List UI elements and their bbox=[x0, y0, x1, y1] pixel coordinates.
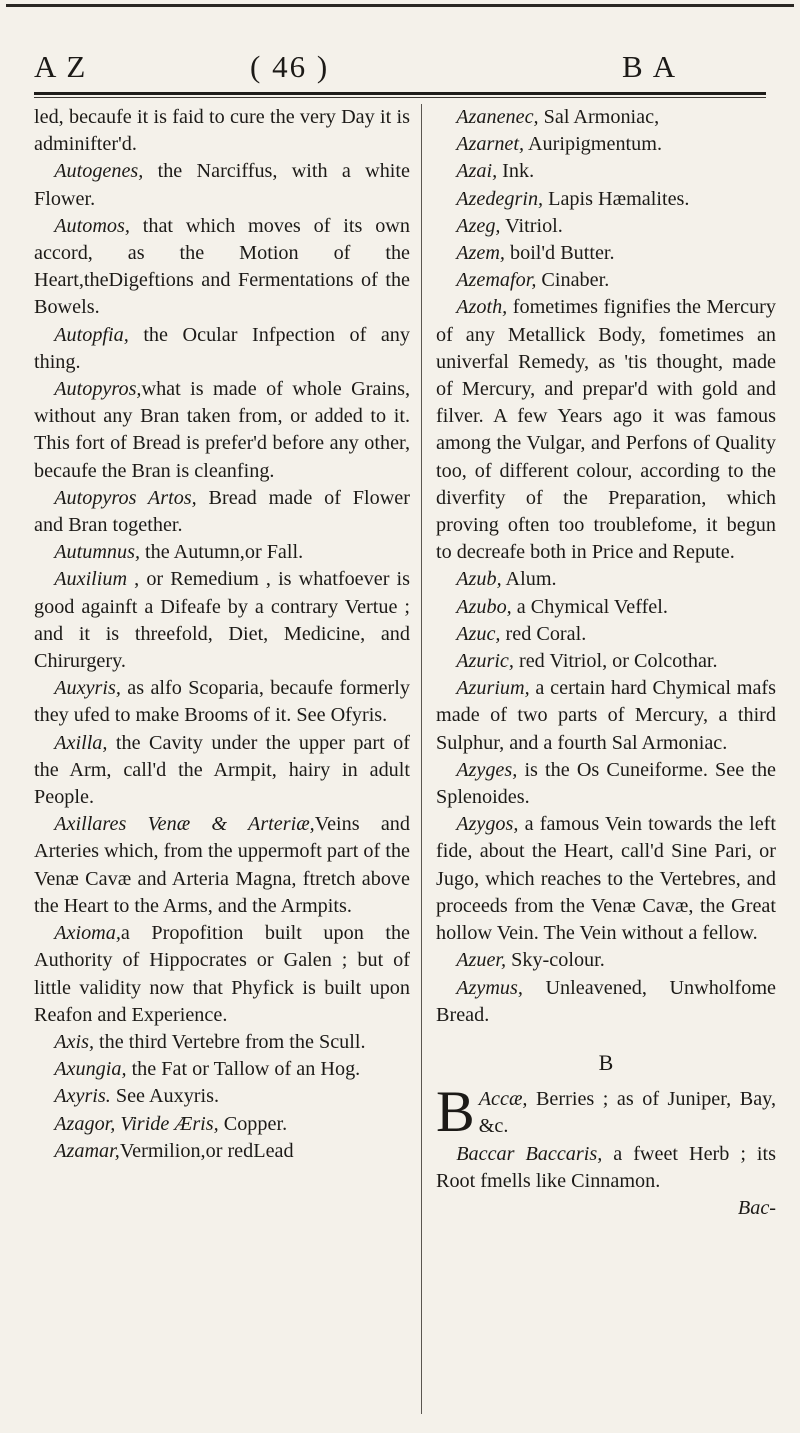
entry-definition: Copper. bbox=[218, 1112, 288, 1135]
dictionary-entry bbox=[436, 566, 776, 593]
header-left: A Z bbox=[34, 49, 88, 84]
dictionary-entry bbox=[436, 648, 776, 675]
dictionary-entry bbox=[34, 158, 410, 212]
dictionary-entry bbox=[436, 675, 776, 757]
column-separator bbox=[421, 104, 422, 1414]
entry-definition: the Narciffus, with a white Flower. bbox=[34, 160, 410, 210]
dictionary-entry bbox=[34, 322, 410, 376]
dictionary-entry bbox=[436, 104, 776, 131]
entry-definition: Alum. bbox=[501, 568, 557, 591]
entry-headword: Axilla, bbox=[54, 731, 108, 754]
entry-headword: Axillares Venæ & Arteriæ, bbox=[54, 813, 315, 836]
dictionary-entry bbox=[34, 1111, 410, 1138]
entry-definition: red Coral. bbox=[500, 622, 587, 645]
header-rule bbox=[34, 92, 766, 95]
entry-headword: Azubo, bbox=[456, 595, 512, 618]
dictionary-entry bbox=[34, 376, 410, 485]
right-column bbox=[436, 104, 776, 1222]
header-right: B A bbox=[622, 49, 678, 84]
entry-headword: Axioma, bbox=[54, 922, 121, 945]
entry-definition: that which moves of its own accord, as the Motion of the Heart,theDigeftions and Fermentations of the Bowels. bbox=[34, 214, 410, 319]
entry-definition: a fweet Herb ; its Root fmells like Cinnamon. bbox=[436, 1142, 776, 1192]
page-number: ( 46 ) bbox=[250, 49, 330, 84]
header-rule-thin bbox=[34, 97, 766, 98]
entry-headword: Azeg, bbox=[456, 214, 501, 237]
dictionary-entry bbox=[436, 594, 776, 621]
entry-definition: Lapis Hæmalites. bbox=[543, 187, 690, 210]
entry-definition: Vitriol. bbox=[500, 214, 563, 237]
entry-definition: the Fat or Tallow of an Hog. bbox=[126, 1058, 361, 1081]
entry-definition: the Ocular Infpection of any thing. bbox=[34, 323, 410, 373]
section-letter: B bbox=[598, 1049, 614, 1075]
dictionary-entry bbox=[436, 621, 776, 648]
entry-headword: Azanenec, bbox=[456, 106, 539, 128]
entry-definition: what is made of whole Grains, without any Bran taken from, or added to it. This fort of Bread is prefer'd before any other, becaufe the Bran is cleanfing. bbox=[34, 378, 410, 482]
entry-definition: Vermilion,or redLead bbox=[119, 1139, 294, 1162]
dictionary-entry bbox=[436, 1141, 776, 1195]
entry-headword: Autumnus, bbox=[54, 541, 140, 564]
catchword: Bac- bbox=[737, 1196, 776, 1219]
entry-definition: red Vitriol, or Colcothar. bbox=[513, 650, 718, 673]
left-column bbox=[34, 104, 410, 1165]
dictionary-entry bbox=[34, 920, 410, 1029]
entry-definition: the third Vertebre from the Scull. bbox=[94, 1030, 366, 1053]
dictionary-entry bbox=[436, 294, 776, 566]
entry-definition: the Cavity under the upper part of the Arm, call'd the Armpit, hairy in adult People. bbox=[34, 731, 410, 809]
dictionary-entry bbox=[436, 158, 776, 185]
entry-headword: Autopfia, bbox=[54, 323, 129, 346]
entry-headword: Azemafor, bbox=[456, 269, 537, 292]
entry-definition: , or Remedium , is whatfoever is good againft a Difeafe by a contrary Vertue ; and it is threefold, Diet, Medicine, and Chirurgery. bbox=[34, 568, 410, 673]
entry-headword: Azuric, bbox=[456, 650, 514, 673]
entry-definition: Sal Armoniac, bbox=[538, 106, 660, 128]
page-top-edge bbox=[6, 4, 794, 7]
entry-headword: Azai, bbox=[456, 160, 498, 183]
entry-definition: Auripigmentum. bbox=[524, 133, 662, 156]
entry-definition: boil'd Butter. bbox=[504, 242, 615, 265]
entry-definition: Ink. bbox=[497, 160, 535, 183]
dictionary-entry bbox=[436, 240, 776, 267]
entry-definition: the Autumn,or Fall. bbox=[139, 541, 304, 564]
entry-headword: Azedegrin, bbox=[456, 187, 544, 210]
entry-headword: Accæ, bbox=[478, 1088, 528, 1111]
entry-headword: Azagor, Viride Æris, bbox=[54, 1112, 219, 1135]
dictionary-entry bbox=[34, 675, 410, 729]
entry-headword: Azub, bbox=[456, 568, 502, 591]
entry-definition: a Chymical Veffel. bbox=[511, 595, 668, 618]
entry-headword: Azamar, bbox=[54, 1139, 120, 1162]
entry-definition: fometimes fignifies the Mercury of any Metallick Body, fometimes an univerfal Remedy, as 'tis thought, made of Mercury, and prepar'd with gold and filver. A few Years ago it was famous among the Vulgar, and Perfons of Quality too, of different colour, according to the diverfity of the Preparation, which proving often too troublefome, it begun to decreafe both in Price and Repute. bbox=[436, 296, 776, 564]
dictionary-entry bbox=[436, 1079, 776, 1145]
entry-headword: Axungia, bbox=[54, 1058, 127, 1081]
entry-headword: Azurium, bbox=[456, 677, 530, 700]
entry-definition: as alfo Scoparia, becaufe formerly they ufed to make Brooms of it. See Ofyris. bbox=[34, 677, 410, 727]
entry-definition: Veins and Arteries which, from the uppermoft part of the Venæ Cavæ and Arteria Magna, ftretch above the Heart to the Arms, and the Armpits. bbox=[34, 813, 410, 917]
dictionary-entry bbox=[436, 757, 776, 811]
entry-definition: a famous Vein towards the left fide, about the Heart, call'd Sine Pari, or Jugo, which reaches to the Vertebres, and proceeds from the Venæ Cavæ, the Great hollow Vein. The Vein without a fellow. bbox=[436, 813, 776, 945]
dictionary-entry bbox=[34, 730, 410, 812]
dictionary-entry bbox=[436, 186, 776, 213]
entry-headword: Azem, bbox=[456, 242, 505, 265]
entry-headword: Autogenes, bbox=[54, 160, 144, 183]
entry-headword: Axyris. bbox=[54, 1085, 111, 1108]
dictionary-entry bbox=[34, 811, 410, 920]
entry-definition: Cinaber. bbox=[536, 269, 610, 292]
entry-headword: Azoth, bbox=[456, 296, 508, 319]
entry-headword: Azuc, bbox=[456, 622, 501, 645]
dictionary-entry bbox=[34, 485, 410, 539]
dictionary-entry bbox=[436, 131, 776, 158]
entry-headword: Auxyris, bbox=[54, 677, 121, 700]
running-header bbox=[34, 44, 766, 90]
entry-definition: is the Os Cuneiforme. See the Splenoides. bbox=[436, 758, 776, 809]
entry-definition: Sky-colour. bbox=[506, 949, 605, 972]
dictionary-entry bbox=[34, 566, 410, 675]
entry-definition: a Propofition built upon the Authority of Hippocrates or Galen ; but of little validity now that Phyfick is built upon Reafon and Experience. bbox=[34, 922, 410, 1026]
dictionary-entry bbox=[436, 975, 776, 1029]
entry-definition: Bread made of Flower and Bran together. bbox=[34, 486, 410, 537]
entry-headword: Axis, bbox=[54, 1030, 94, 1053]
entry-headword: Azyges, bbox=[456, 758, 518, 781]
dictionary-entry bbox=[34, 104, 410, 158]
entry-definition: a certain hard Chymical mafs made of two parts of Mercury, a third Sulphur, and a fourth Sal Armoniac. bbox=[436, 677, 776, 754]
entry-definition: Berries ; as of Juniper, Bay, &c. bbox=[478, 1088, 776, 1138]
right-entries bbox=[436, 104, 776, 1029]
dictionary-entry bbox=[34, 1138, 410, 1165]
dictionary-entry bbox=[34, 213, 410, 322]
entry-definition: See Auxyris. bbox=[110, 1085, 220, 1108]
dictionary-entry bbox=[34, 1056, 410, 1083]
dictionary-entry bbox=[436, 811, 776, 947]
entry-headword: Azymus, bbox=[456, 976, 523, 999]
drop-cap: B bbox=[436, 1079, 475, 1145]
dictionary-entry bbox=[34, 1029, 410, 1056]
entry-headword: Azygos, bbox=[456, 813, 519, 836]
entry-headword: Auxilium bbox=[54, 568, 128, 591]
entry-headword: Baccar Baccaris, bbox=[456, 1142, 603, 1165]
entry-headword: Autopyros Artos, bbox=[54, 486, 197, 509]
entry-headword: Azuer, bbox=[456, 949, 507, 972]
entry-headword: Azarnet, bbox=[456, 133, 525, 156]
entry-headword: Automos, bbox=[54, 214, 130, 237]
dictionary-entry bbox=[34, 1083, 410, 1110]
b-entries bbox=[436, 1079, 776, 1195]
dictionary-entry bbox=[436, 213, 776, 240]
dictionary-entry bbox=[436, 947, 776, 974]
entry-definition: led, becaufe it is faid to cure the very Day it is adminifter'd. bbox=[34, 106, 410, 156]
dictionary-entry bbox=[436, 267, 776, 294]
dictionary-entry bbox=[34, 539, 410, 566]
entry-definition: Unleavened, Unwholfome Bread. bbox=[436, 976, 776, 1026]
entry-headword: Autopyros, bbox=[54, 378, 142, 401]
